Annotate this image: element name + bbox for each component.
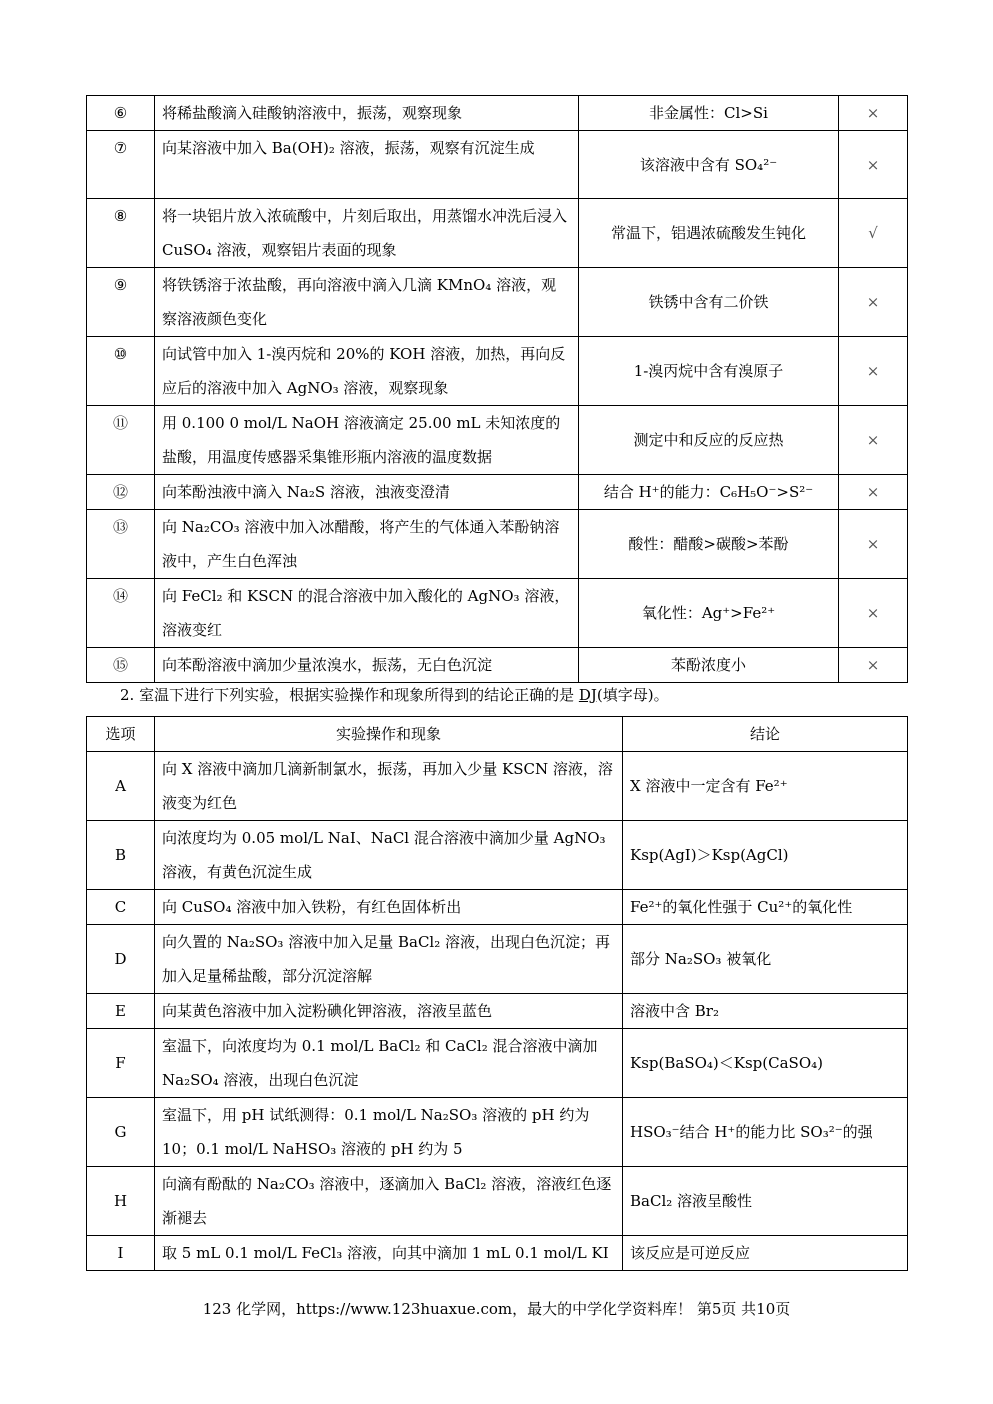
row-operation: 向试管中加入 1-溴丙烷和 20%的 KOH 溶液，加热，再向反应后的溶液中加入 AgNO₃ 溶液，观察现象 <box>155 337 579 406</box>
row-conclusion: 结合 H⁺的能力：C₆H₅O⁻>S²⁻ <box>579 475 839 510</box>
row-conclusion: 常温下，铝遇浓硫酸发生钝化 <box>579 199 839 268</box>
row-option: B <box>87 821 155 890</box>
row-conclusion: Ksp(AgI)＞Ksp(AgCl) <box>623 821 908 890</box>
row-conclusion: BaCl₂ 溶液呈酸性 <box>623 1167 908 1236</box>
row-conclusion: Ksp(BaSO₄)＜Ksp(CaSO₄) <box>623 1029 908 1098</box>
row-operation: 向久置的 Na₂SO₃ 溶液中加入足量 BaCl₂ 溶液，出现白色沉淀；再加入足量稀盐酸，部分沉淀溶解 <box>155 925 623 994</box>
page-footer: 123 化学网，https://www.123huaxue.com，最大的中学化学资料库！ 第5页 共10页 <box>202 1300 791 1318</box>
row-operation: 向 Na₂CO₃ 溶液中加入冰醋酸，将产生的气体通入苯酚钠溶液中，产生白色浑浊 <box>155 510 579 579</box>
row-operation: 将一块铝片放入浓硫酸中，片刻后取出，用蒸馏水冲洗后浸入 CuSO₄ 溶液，观察铝片表面的现象 <box>155 199 579 268</box>
row-conclusion: X 溶液中一定含有 Fe²⁺ <box>623 752 908 821</box>
row-conclusion: 铁锈中含有二价铁 <box>579 268 839 337</box>
table-row <box>87 994 908 1029</box>
row-operation: 室温下，向浓度均为 0.1 mol/L BaCl₂ 和 CaCl₂ 混合溶液中滴加 Na₂SO₄ 溶液，出现白色沉淀 <box>155 1029 623 1098</box>
row-judgement: × <box>839 406 908 475</box>
row-conclusion: 酸性：醋酸>碳酸>苯酚 <box>579 510 839 579</box>
row-judgement: × <box>839 475 908 510</box>
row-operation: 向浓度均为 0.05 mol/L NaI、NaCl 混合溶液中滴加少量 AgNO₃ 溶液，有黄色沉淀生成 <box>155 821 623 890</box>
question-2-text: 2. 室温下进行下列实验，根据实验操作和现象所得到的结论正确的是 <box>120 686 579 704</box>
row-option: D <box>87 925 155 994</box>
row-conclusion: 溶液中含 Br₂ <box>623 994 908 1029</box>
table-row <box>87 1167 908 1236</box>
header-operation: 实验操作和现象 <box>155 717 623 752</box>
row-judgement: × <box>839 268 908 337</box>
row-operation: 向滴有酚酞的 Na₂CO₃ 溶液中，逐滴加入 BaCl₂ 溶液，溶液红色逐渐褪去 <box>155 1167 623 1236</box>
row-operation: 取 5 mL 0.1 mol/L FeCl₃ 溶液，向其中滴加 1 mL 0.1 mol/L KI <box>155 1236 623 1271</box>
table-row <box>87 821 908 890</box>
row-option: I <box>87 1236 155 1271</box>
row-conclusion: 部分 Na₂SO₃ 被氧化 <box>623 925 908 994</box>
row-option: C <box>87 890 155 925</box>
table-row <box>87 579 908 648</box>
row-index: ⑮ <box>87 648 155 683</box>
table-row <box>87 337 908 406</box>
row-index: ⑦ <box>87 131 155 199</box>
table-row <box>87 96 908 131</box>
row-index: ⑪ <box>87 406 155 475</box>
row-operation: 向 FeCl₂ 和 KSCN 的混合溶液中加入酸化的 AgNO₃ 溶液，溶液变红 <box>155 579 579 648</box>
row-judgement: × <box>839 131 908 199</box>
table-row <box>87 268 908 337</box>
header-conclusion: 结论 <box>623 717 908 752</box>
row-conclusion: Fe²⁺的氧化性强于 Cu²⁺的氧化性 <box>623 890 908 925</box>
row-conclusion: 1-溴丙烷中含有溴原子 <box>579 337 839 406</box>
row-conclusion: 测定中和反应的反应热 <box>579 406 839 475</box>
table-row <box>87 890 908 925</box>
question-2 <box>120 682 669 708</box>
row-operation: 向 CuSO₄ 溶液中加入铁粉，有红色固体析出 <box>155 890 623 925</box>
header-option: 选项 <box>87 717 155 752</box>
row-judgement: × <box>839 579 908 648</box>
row-operation: 向某溶液中加入 Ba(OH)₂ 溶液，振荡，观察有沉淀生成 <box>155 131 579 199</box>
row-conclusion: 氧化性：Ag⁺>Fe²⁺ <box>579 579 839 648</box>
table-row <box>87 752 908 821</box>
table-row <box>87 1236 908 1271</box>
question-2-suffix: (填字母)。 <box>596 686 669 704</box>
row-index: ⑩ <box>87 337 155 406</box>
table-row <box>87 510 908 579</box>
experiments-table-1 <box>86 95 908 683</box>
row-conclusion: 非金属性：Cl>Si <box>579 96 839 131</box>
table-row <box>87 925 908 994</box>
row-operation: 将稀盐酸滴入硅酸钠溶液中，振荡，观察现象 <box>155 96 579 131</box>
row-operation: 向 X 溶液中滴加几滴新制氯水，振荡，再加入少量 KSCN 溶液，溶液变为红色 <box>155 752 623 821</box>
table-row <box>87 131 908 199</box>
row-judgement: × <box>839 510 908 579</box>
row-operation: 室温下，用 pH 试纸测得：0.1 mol/L Na₂SO₃ 溶液的 pH 约为 10；0.1 mol/L NaHSO₃ 溶液的 pH 约为 5 <box>155 1098 623 1167</box>
row-index: ⑨ <box>87 268 155 337</box>
row-judgement: × <box>839 337 908 406</box>
row-conclusion: 该反应是可逆反应 <box>623 1236 908 1271</box>
row-judgement: × <box>839 96 908 131</box>
row-operation: 将铁锈溶于浓盐酸，再向溶液中滴入几滴 KMnO₄ 溶液，观察溶液颜色变化 <box>155 268 579 337</box>
row-operation: 用 0.100 0 mol/L NaOH 溶液滴定 25.00 mL 未知浓度的盐酸，用温度传感器采集锥形瓶内溶液的温度数据 <box>155 406 579 475</box>
table-row <box>87 199 908 268</box>
row-conclusion: HSO₃⁻结合 H⁺的能力比 SO₃²⁻的强 <box>623 1098 908 1167</box>
row-index: ⑬ <box>87 510 155 579</box>
row-option: A <box>87 752 155 821</box>
table-row <box>87 1029 908 1098</box>
row-option: E <box>87 994 155 1029</box>
row-index: ⑫ <box>87 475 155 510</box>
row-operation: 向某黄色溶液中加入淀粉碘化钾溶液，溶液呈蓝色 <box>155 994 623 1029</box>
row-operation: 向苯酚溶液中滴加少量浓溴水，振荡，无白色沉淀 <box>155 648 579 683</box>
experiments-table-2 <box>86 716 908 1271</box>
row-conclusion: 苯酚浓度小 <box>579 648 839 683</box>
table-row <box>87 406 908 475</box>
row-operation: 向苯酚浊液中滴入 Na₂S 溶液，浊液变澄清 <box>155 475 579 510</box>
row-option: H <box>87 1167 155 1236</box>
table-row <box>87 648 908 683</box>
row-option: F <box>87 1029 155 1098</box>
row-judgement: × <box>839 648 908 683</box>
table-row <box>87 1098 908 1167</box>
row-conclusion: 该溶液中含有 SO₄²⁻ <box>579 131 839 199</box>
row-judgement: √ <box>839 199 908 268</box>
table-row <box>87 475 908 510</box>
row-index: ⑧ <box>87 199 155 268</box>
row-option: G <box>87 1098 155 1167</box>
row-index: ⑥ <box>87 96 155 131</box>
row-index: ⑭ <box>87 579 155 648</box>
question-2-answer: DJ <box>578 686 597 704</box>
